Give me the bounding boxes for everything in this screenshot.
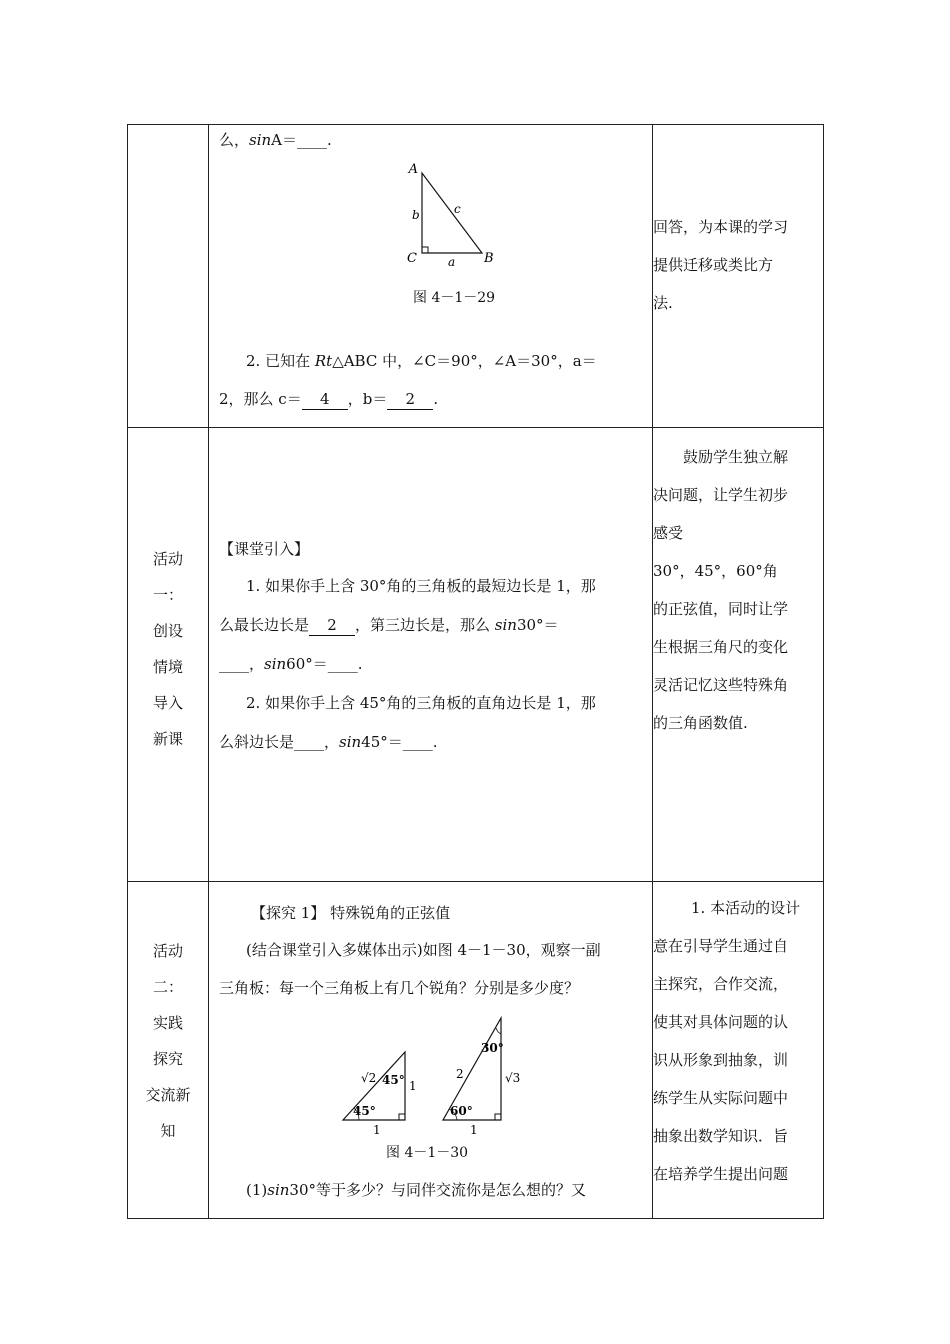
section-heading: 【课堂引入】: [219, 540, 310, 558]
row0-design-note: 回答，为本课的学习 提供迁移或类比方 法.: [653, 218, 789, 312]
figure-caption: 图 4－1－29: [413, 290, 496, 306]
hypotenuse-label: √2: [361, 1071, 377, 1085]
intro-q1-line-2: 么最长边长是 2 ，第三边长是，那么 sin30°＝: [219, 616, 559, 634]
intro-q2-line-1: 2. 如果你手上含 45°角的三角板的直角边长是 1，那: [246, 694, 596, 712]
row1-design-note: 鼓励学生独立解 决问题，让学生初步 感受 30°，45°，60°角 的正弦值，同时让学 生根据三角尺的变化 灵活记忆这些特殊角 的三角函数值.: [653, 448, 789, 732]
triangle-45-45-90: [343, 1052, 417, 1135]
answer-c: 4: [302, 389, 348, 410]
bottom-angle-label: 45°: [353, 1104, 376, 1118]
top-angle-label: 30°: [481, 1041, 504, 1055]
intro-q1-line-1: 1. 如果你手上含 30°角的三角板的最短边长是 1，那: [246, 577, 596, 595]
vertex-label-c: C: [407, 251, 417, 266]
hypotenuse-label: 2: [456, 1067, 464, 1081]
explore-line-2: 三角板：每一个三角板上有几个锐角？分别是多少度？: [219, 979, 580, 997]
intro-q2-line-2: 么斜边长是____，sin45°＝____.: [219, 733, 438, 751]
row2-design-note: 1. 本活动的设计 意在引导学生通过自 主探究，合作交流， 使其对具体问题的认 识从形象到抽象，训 练学生从实际问题中 抽象出数学知识．旨 在培养学生提出问题: [653, 899, 801, 1183]
activity-2-label: 活动 二： 实践 探究 交流新 知: [145, 942, 191, 1140]
intro-q1-line-3: ____，sin60°＝____.: [219, 655, 363, 673]
top-angle-label: 45°: [382, 1073, 405, 1087]
side-label-a: a: [448, 255, 456, 269]
right-triangle: [422, 173, 482, 253]
base-label: 1: [470, 1123, 478, 1135]
base-label: 1: [373, 1123, 381, 1135]
answer-b: 2: [387, 389, 433, 410]
question-2-line-1: 2. 已知在 Rt△ABC 中，∠C＝90°，∠A＝30°，a＝: [246, 352, 597, 370]
side-label-c: c: [454, 202, 461, 216]
vertical-side-label: √3: [505, 1071, 521, 1085]
figure-caption: 图 4－1－30: [386, 1145, 469, 1161]
figure-4-1-29: [398, 161, 498, 271]
figure-4-1-30: [333, 1010, 533, 1135]
explore-heading: 【探究 1】 特殊锐角的正弦值: [251, 904, 451, 922]
side-label-b: b: [412, 208, 420, 222]
right-angle-mark: [422, 247, 428, 253]
vertex-label-a: A: [408, 162, 418, 177]
explore-question-1: (1)sin30°等于多少？与同伴交流你是怎么想的？又: [246, 1181, 586, 1199]
question-1-line: 么，sinA＝____.: [219, 131, 332, 149]
bottom-angle-label: 60°: [450, 1104, 473, 1118]
question-2-line-2: 2，那么 c＝ 4 ，b＝ 2 .: [219, 390, 439, 408]
row-divider: [128, 881, 823, 882]
triangle-30-60-90: [443, 1018, 520, 1135]
column-divider: [208, 125, 209, 1218]
row-divider: [128, 427, 823, 428]
lesson-plan-table: [127, 124, 824, 1219]
explore-line-1: (结合课堂引入多媒体出示)如图 4－1－30，观察一副: [246, 941, 601, 959]
activity-1-label: 活动 一： 创设 情境 导入 新课: [152, 550, 183, 748]
vertical-side-label: 1: [409, 1079, 417, 1093]
answer-longest-side: 2: [309, 615, 355, 636]
vertex-label-b: B: [484, 251, 494, 266]
